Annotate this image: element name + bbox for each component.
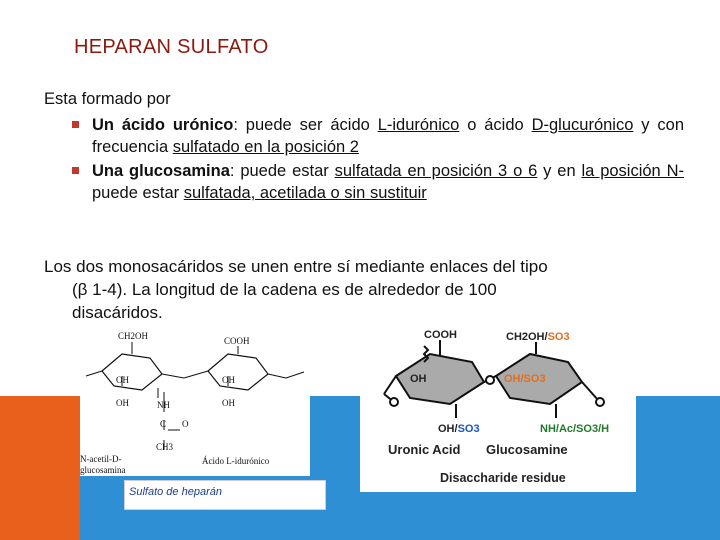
para-line-3: disacáridos. [72, 303, 163, 322]
text: : puede ser ácido [233, 116, 378, 134]
bullet-uronic [72, 114, 684, 158]
fig-c: C [160, 419, 167, 429]
disaccharide-diagram [360, 320, 636, 492]
intro-text: Esta formado por [44, 90, 171, 108]
fig-label-iduronico: Ácido L-idurónico [202, 456, 270, 466]
decorative-orange-block [0, 396, 80, 540]
fig-nh: NH [157, 400, 170, 410]
underlined-text: D-glucurónico [531, 116, 634, 134]
fig-right-nh: NH/Ac/SO3/H [540, 423, 610, 435]
bullet-glucosamine-bold: Una glucosamina [92, 162, 230, 180]
underlined-text: sulfatado en la posición 2 [172, 138, 359, 156]
fig-oh-4: OH [222, 398, 235, 408]
para-line-1: Los dos monosacáridos se unen entre sí mediante enlaces del tipo [44, 257, 548, 276]
fig-right-uronic: Uronic Acid [388, 442, 461, 457]
text: y con frecuencia [92, 116, 684, 156]
fig-o: O [182, 419, 189, 429]
fig-right-residue: Disaccharide residue [440, 471, 566, 485]
text: y en [537, 162, 582, 180]
figure-caption-box [124, 480, 326, 510]
bullet-glucosamine [72, 160, 684, 204]
fig-right-glucosamine: Glucosamine [486, 442, 568, 457]
bullet-uronic-bold: Un ácido urónico [92, 116, 234, 134]
slide-title: HEPARAN SULFATO [74, 36, 269, 58]
para-line-2: (β 1-4). La longitud de la cadena es de alrededor de 100 [72, 280, 497, 299]
fig-right-oh-so3: OH/SO3 [504, 373, 546, 385]
text: o ácido [459, 116, 532, 134]
fig-oh-3: OH [116, 398, 129, 408]
fig-oh-1: OH [116, 375, 129, 385]
underlined-text: la posición N- [581, 162, 685, 180]
fig-label-glucosamina: glucosamina [80, 465, 126, 475]
text: puede estar [92, 184, 184, 202]
fig-right-oh: OH [410, 373, 427, 385]
disaccharide-figure [360, 320, 636, 492]
fig-ch2oh: CH2OH [118, 331, 149, 341]
linkage-paragraph [44, 255, 694, 324]
so3-text: SO3 [457, 423, 480, 435]
bullet-list [72, 114, 684, 206]
fig-right-cooh: COOH [424, 329, 457, 341]
figure-caption: Sulfato de heparán [129, 486, 222, 498]
underlined-text: sulfatada, acetilada o sin sustituir [183, 184, 427, 202]
heparan-structure-figure [80, 326, 310, 476]
oh-text: OH/ [438, 423, 458, 435]
underlined-text: sulfatada en posición 3 o 6 [334, 162, 538, 180]
fig-label-nacetil: N-acetil-D- [80, 454, 122, 464]
fig-right-oh-bottom [438, 423, 480, 435]
heparan-structure-diagram [80, 326, 310, 476]
fig-oh-2: OH [222, 375, 235, 385]
fig-right-ch2oh [506, 331, 570, 343]
fig-cooh: COOH [224, 336, 250, 346]
ch2oh-text: CH2OH/ [506, 331, 548, 343]
text: : puede estar [229, 162, 335, 180]
underlined-text: L-idurónico [377, 116, 460, 134]
fig-ch3: CH3 [156, 442, 174, 452]
so3-text: SO3 [547, 331, 570, 343]
